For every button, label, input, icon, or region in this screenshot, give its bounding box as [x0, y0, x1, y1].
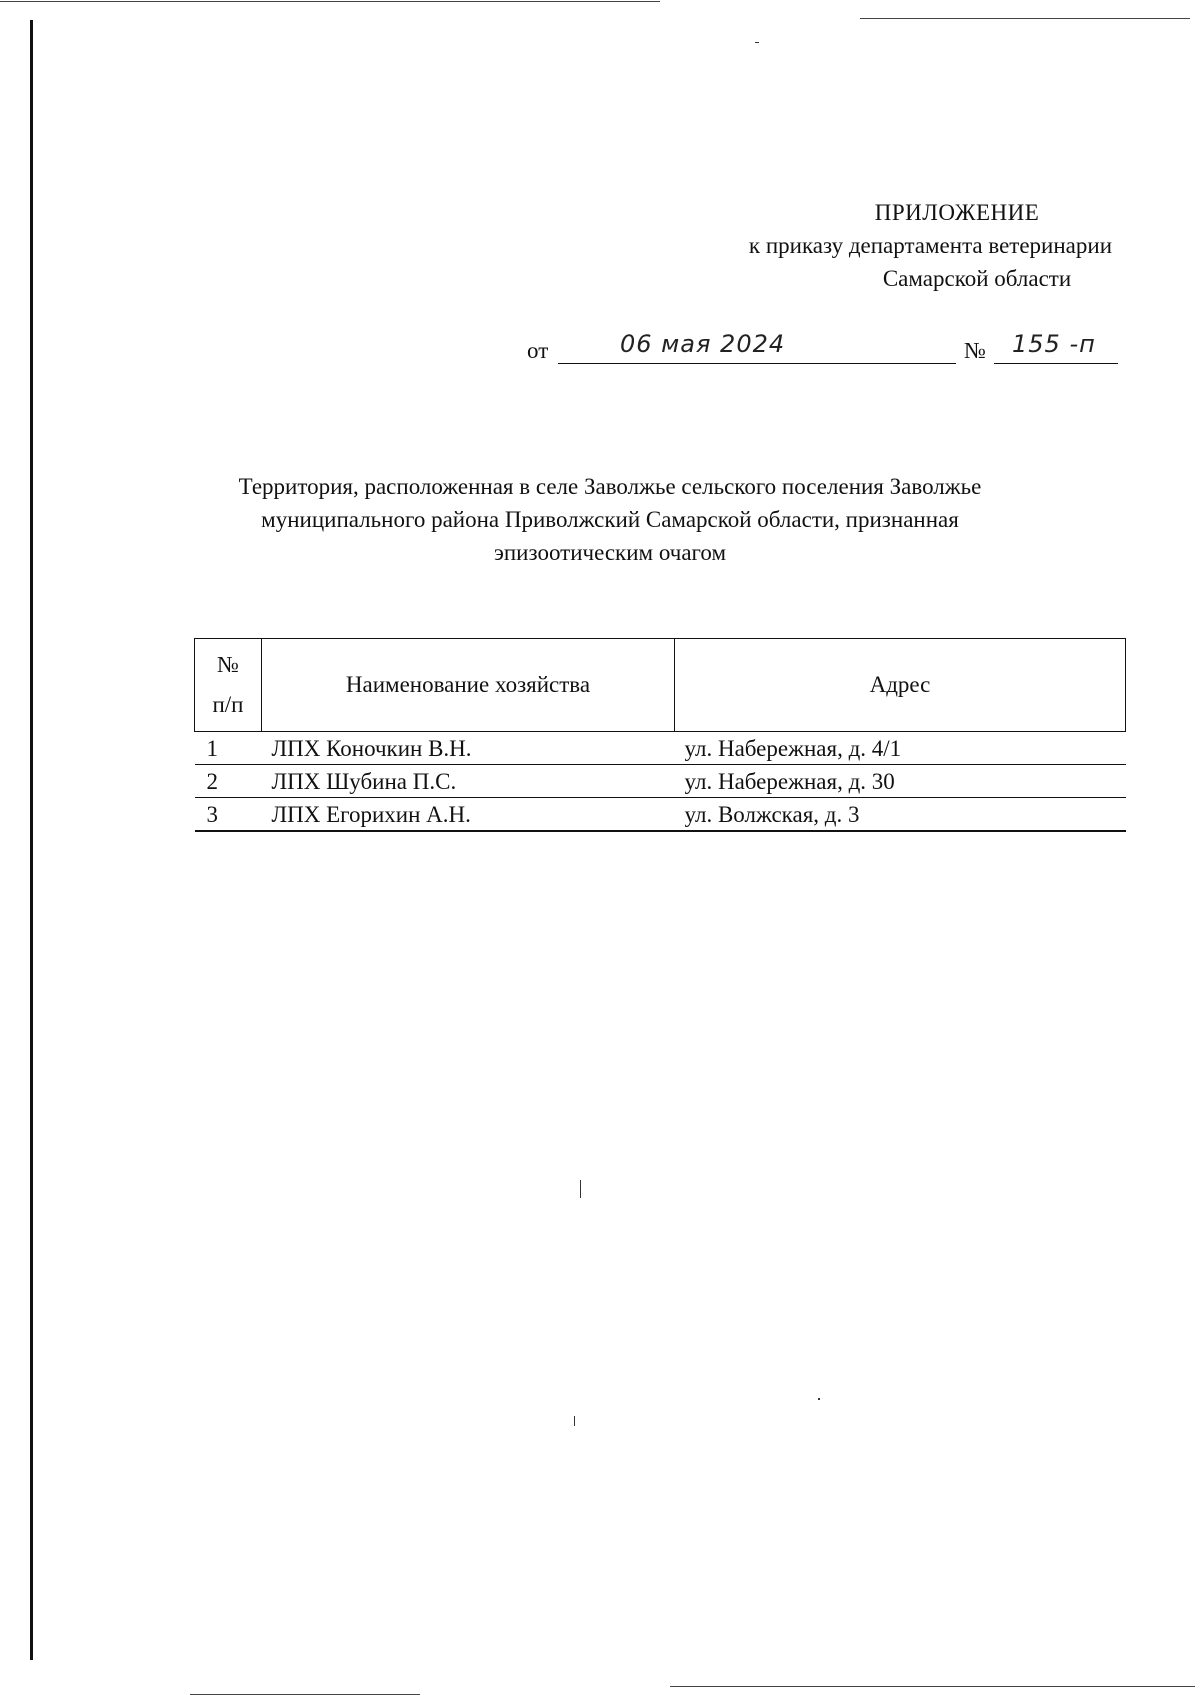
cell-name: ЛПХ Шубина П.С.: [262, 765, 675, 798]
column-header-name: Наименование хозяйства: [262, 639, 675, 732]
column-header-number-pp: п/п: [212, 692, 244, 717]
cell-address: ул. Волжская, д. 3: [675, 798, 1126, 832]
scan-top-dash: [0, 1, 660, 2]
order-date: 06 мая 2024: [558, 330, 956, 364]
table-header-row: [195, 639, 1126, 732]
scan-left-edge: [30, 20, 33, 1660]
column-header-address: Адрес: [675, 639, 1126, 732]
appendix-block: [652, 196, 1112, 295]
cell-name: ЛПХ Коночкин В.Н.: [262, 732, 675, 765]
cell-number: 1: [195, 732, 262, 765]
order-number: 155 -п: [994, 330, 1118, 364]
cell-address: ул. Набережная, д. 4/1: [675, 732, 1126, 765]
table-row: [195, 765, 1126, 798]
heading-line-2: муниципального района Приволжский Самарской области, признанная: [261, 507, 959, 532]
heading-line-1: Территория, расположенная в селе Заволжье сельского поселения Заволжье: [238, 474, 982, 499]
table-row: [195, 798, 1126, 832]
column-header-number-sign: №: [217, 652, 239, 677]
cell-number: 3: [195, 798, 262, 832]
cell-number: 2: [195, 765, 262, 798]
scan-bottom-dash: [670, 1686, 1195, 1687]
order-reference: [0, 330, 1200, 370]
scan-speck: [755, 42, 759, 43]
scan-speck: [580, 1180, 581, 1198]
households-table: [194, 638, 1126, 832]
document-heading: [140, 470, 1080, 569]
scan-speck: [574, 1416, 575, 1426]
scan-speck: [818, 1398, 820, 1400]
appendix-title: ПРИЛОЖЕНИЕ: [874, 200, 1040, 225]
scan-top-right-dash: [860, 18, 1190, 19]
order-from-label: от: [527, 338, 549, 363]
column-header-number: [195, 639, 262, 732]
cell-address: ул. Набережная, д. 30: [675, 765, 1126, 798]
table-row: [195, 732, 1126, 765]
appendix-region: Самарской области: [882, 266, 1072, 291]
cell-name: ЛПХ Егорихин А.Н.: [262, 798, 675, 832]
heading-line-3: эпизоотическим очагом: [494, 540, 726, 565]
appendix-subtitle: к приказу департамента ветеринарии: [748, 233, 1112, 258]
order-number-label: №: [964, 338, 986, 363]
